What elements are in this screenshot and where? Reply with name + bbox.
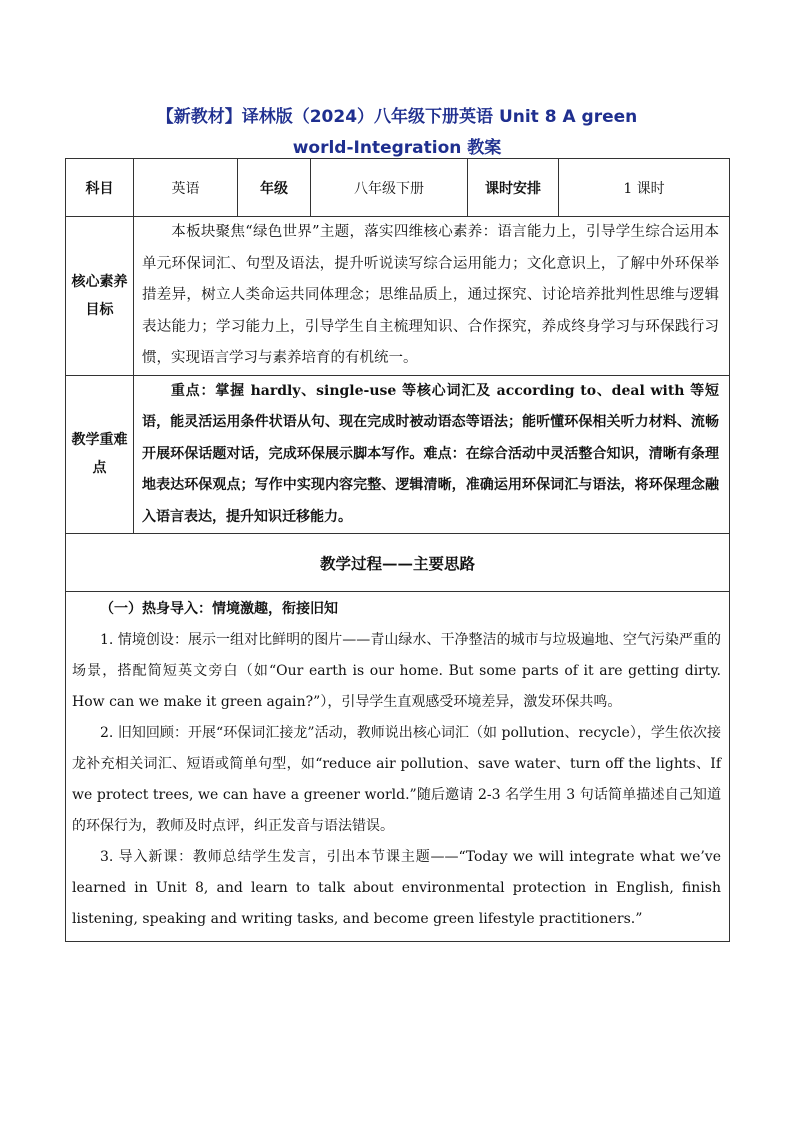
process-content bbox=[66, 592, 730, 942]
process-content-row bbox=[66, 592, 730, 942]
step-title: （一）热身导入：情境激趣，衔接旧知 bbox=[100, 601, 338, 617]
document-title-line-1: 【新教材】译林版（2024）八年级下册英语 Unit 8 A green bbox=[156, 107, 638, 127]
key-points-row bbox=[66, 375, 730, 534]
process-heading: 教学过程——主要思路 bbox=[66, 534, 730, 592]
subject-value: 英语 bbox=[134, 159, 238, 217]
process-item-2: 2. 旧知回顾：开展“环保词汇接龙”活动，教师说出核心词汇（如 pollution、recycle），学生依次接龙补充相关词汇、短语或简单句型，如“reduce air pollution、save water、turn off the lights、If we protect trees, we can have a greener world.”随后邀请 2-3 名学生用 3 句话简单描述自己知道的环保行为，教师及时点评，纠正发音与语法错误。 bbox=[72, 725, 721, 834]
key-points-text bbox=[134, 375, 730, 534]
literacy-text bbox=[134, 217, 730, 376]
header-row bbox=[66, 159, 730, 217]
grade-label: 年级 bbox=[238, 159, 311, 217]
process-heading-row bbox=[66, 534, 730, 592]
subject-label: 科目 bbox=[66, 159, 134, 217]
key-points-label: 教学重难点 bbox=[66, 375, 134, 534]
process-item-3: 3. 导入新课：教师总结学生发言，引出本节课主题——“Today we will integrate what we’ve learned in Unit 8, and learn to talk about environmental protection in English, finish listening, speaking and writing tasks, and become green lifestyle practitioners.” bbox=[72, 849, 721, 927]
period-label: 课时安排 bbox=[468, 159, 559, 217]
literacy-row bbox=[66, 217, 730, 376]
literacy-label: 核心素养目标 bbox=[66, 217, 134, 376]
period-value: 1 课时 bbox=[559, 159, 730, 217]
key-points-content: 重点：掌握 hardly、single-use 等核心词汇及 according to、deal with 等短语，能灵活运用条件状语从句、现在完成时被动语态等语法；能听懂环保相关听力材料、流畅开展环保话题对话，完成环保展示脚本写作。难点：在综合活动中灵活整合知识，清晰有条理地表达环保观点；写作中实现内容完整、逻辑清晰，准确运用环保词汇与语法，将环保理念融入语言表达，提升知识迁移能力。 bbox=[142, 382, 719, 525]
literacy-content: 本板块聚焦“绿色世界”主题，落实四维核心素养：语言能力上，引导学生综合运用本单元环保词汇、句型及语法，提升听说读写综合运用能力；文化意识上，了解中外环保举措差异，树立人类命运共同体理念；思维品质上，通过探究、讨论培养批判性思维与逻辑表达能力；学习能力上，引导学生自主梳理知识、合作探究，养成终身学习与环保践行习惯，实现语言学习与素养培育的有机统一。 bbox=[142, 224, 719, 366]
grade-value: 八年级下册 bbox=[311, 159, 468, 217]
document-title-line-2: world-Integration 教案 bbox=[292, 138, 502, 158]
lesson-plan-table bbox=[65, 158, 730, 942]
process-item-1: 1. 情境创设：展示一组对比鲜明的图片——青山绿水、干净整洁的城市与垃圾遍地、空气污染严重的场景，搭配简短英文旁白（如“Our earth is our home. But some parts of it are getting dirty. How can we make it green again?”），引导学生直观感受环境差异，激发环保共鸣。 bbox=[72, 632, 721, 710]
